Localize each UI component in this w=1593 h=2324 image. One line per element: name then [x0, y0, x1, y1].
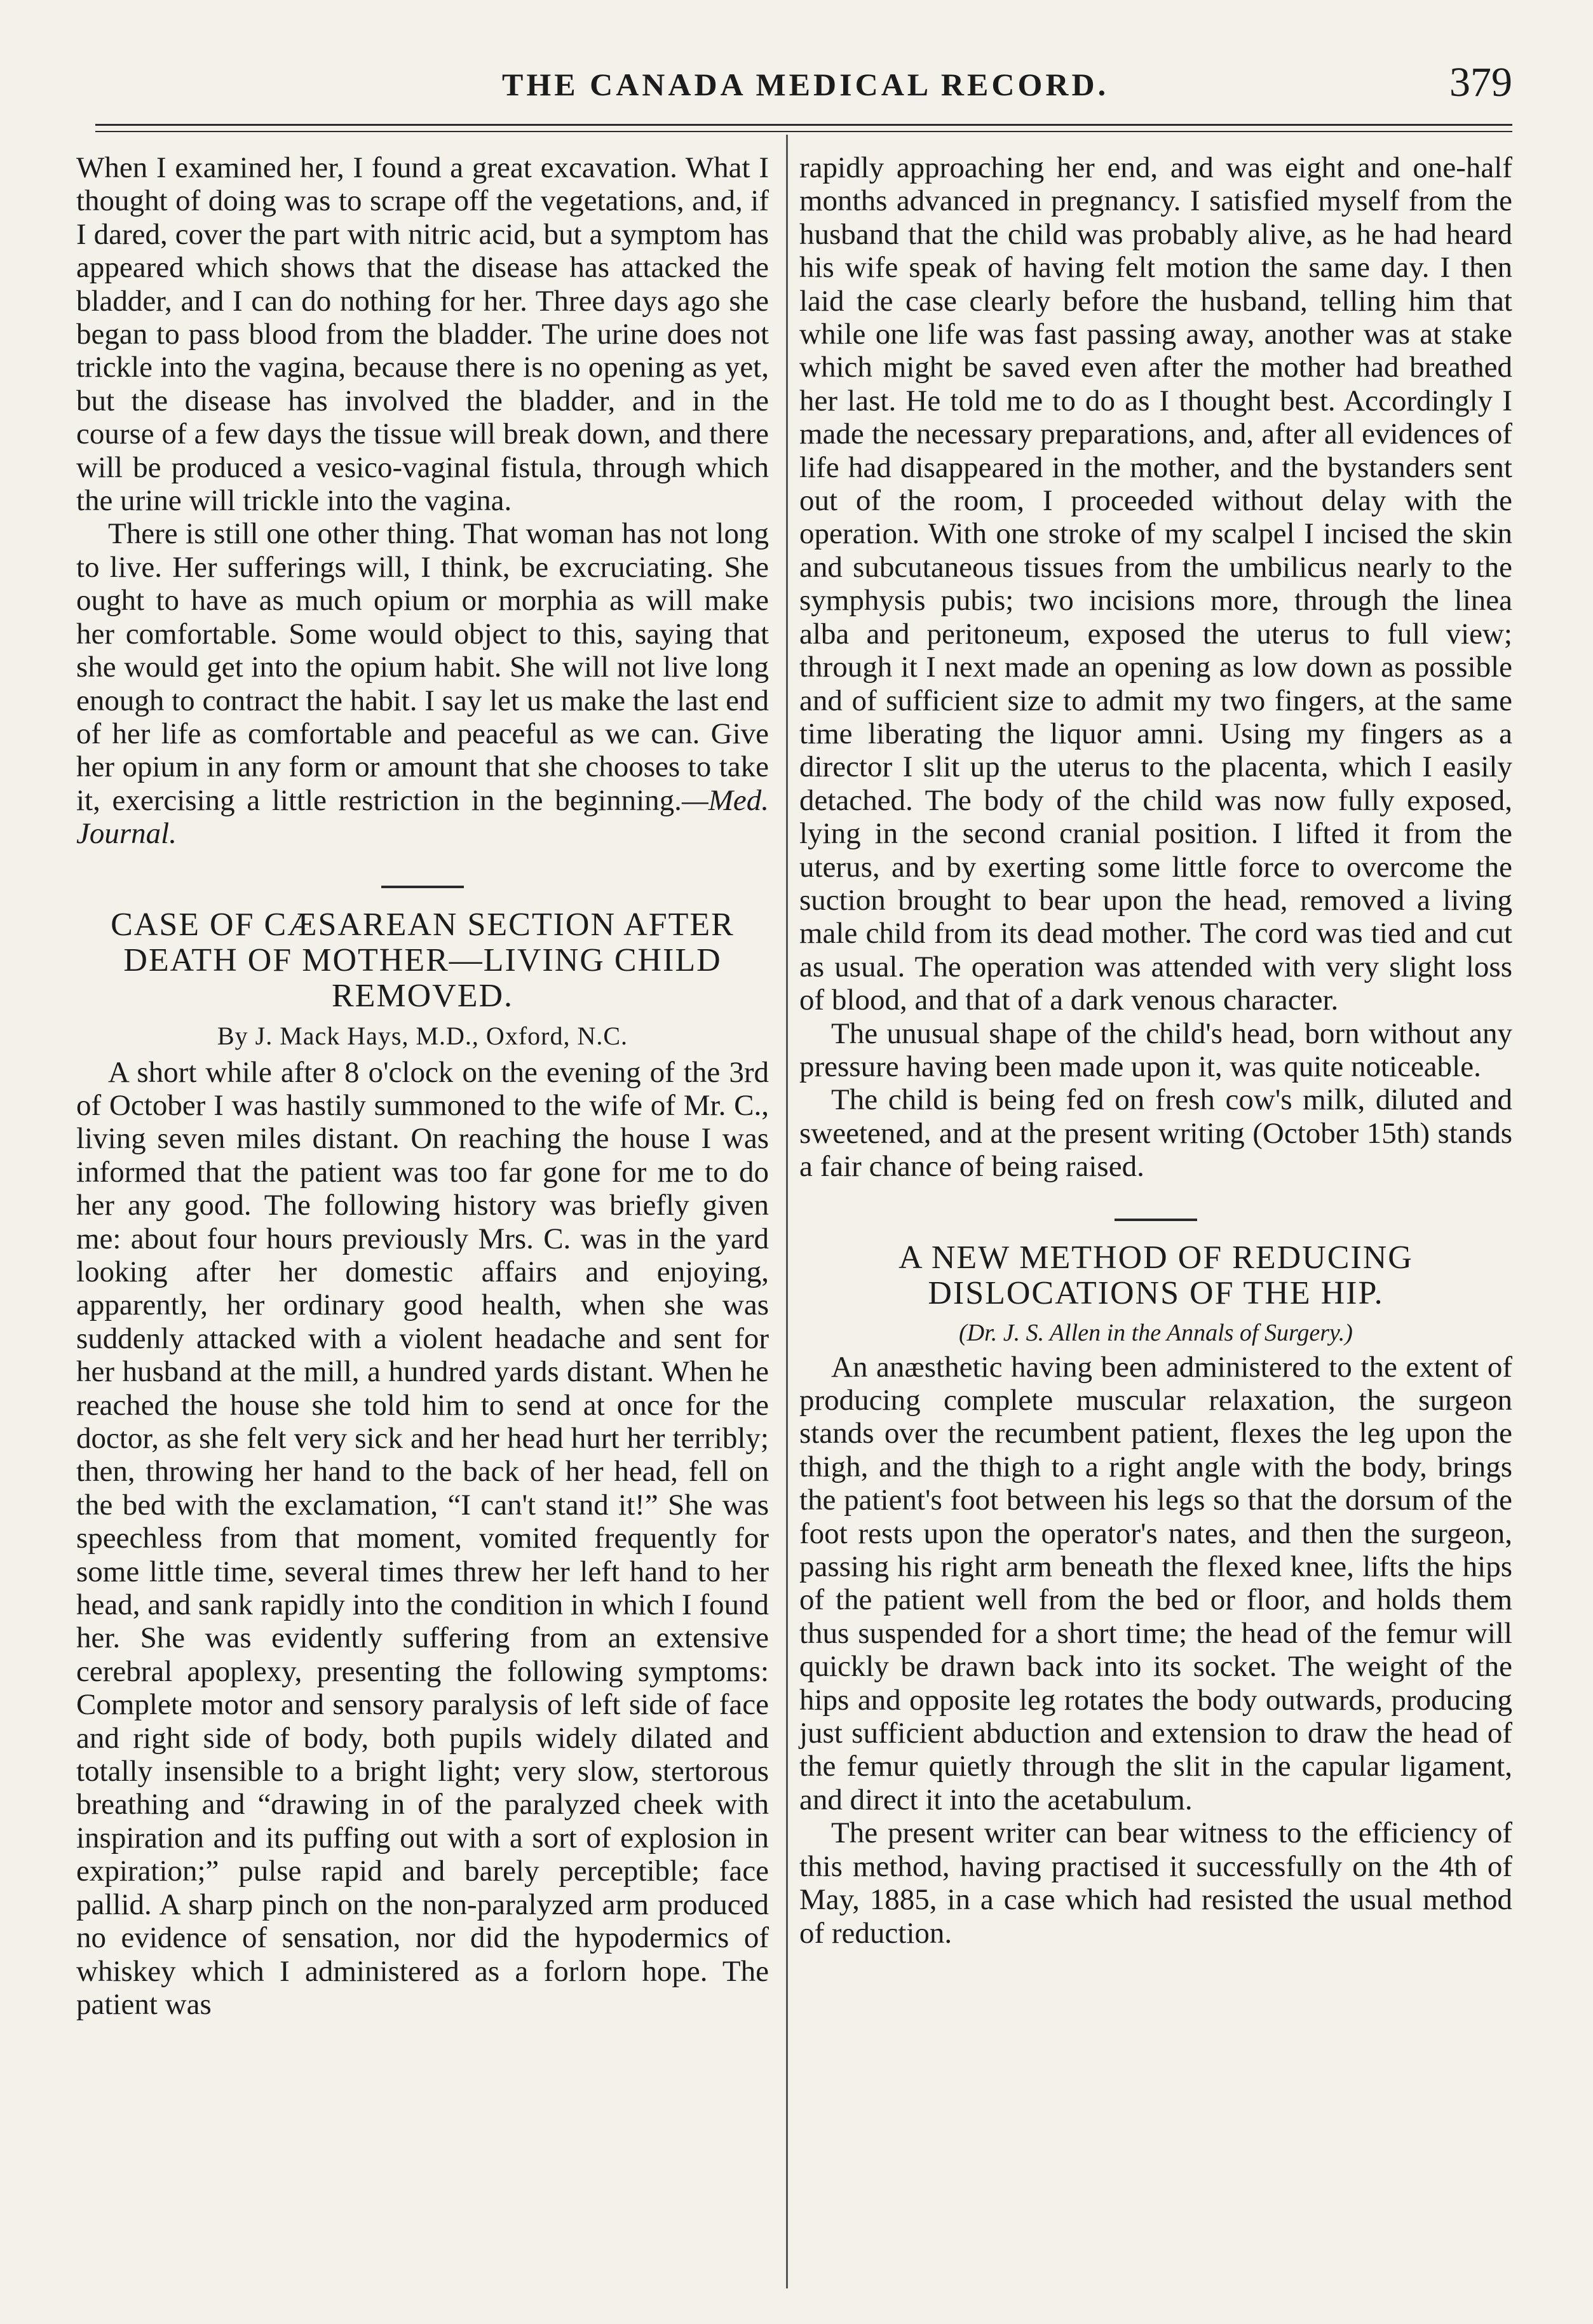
paragraph-text: There is still one other thing. That woman has not long to live. Her sufferings will, I think, be excruciating. She ought to have as much opium or morphia as will make her comfortable. Some would object to this, saying that she would get into the opium habit. She will not live long enough to contract the habit. I say let us make the last end of her life as comfortable and peaceful as we can. Give her opium in any form or amount that she chooses to take it, exercising a little restriction in the beginning. [76, 517, 769, 817]
paragraph: A short while after 8 o'clock on the evening of the 3rd of October I was hastily summoned to the wife of Mr. C., living seven miles distant. On reaching the house I was informed that the patient was too far gone for me to do her any good. The following history was briefly given me: about four hours previously Mrs. C. was in the yard looking after her domestic affairs and enjoying, apparently, her ordinary good health, when she was suddenly attacked with a violent headache and sent for her husband at the mill, a hundred yards distant. When he reached the house she told him to send at once for the doctor, as she felt very sick and her head hurt her terribly; then, throwing her hand to the back of her head, fell on the bed with the exclamation, “I can't stand it!” She was speechless from that moment, vomited frequently for some little time, several times threw her left hand to her head, and sank rapidly into the condition in which I found her. She was evidently suffering from an extensive cerebral apoplexy, presenting the following symptoms: Complete motor and sensory paralysis of left side of face and right side of body, both pupils widely dilated and totally insensible to a bright light; very slow, stertorous breathing and “drawing in of the paralyzed cheek with inspiration and its puffing out with a sort of explosion in expiration;” pulse rapid and barely perceptible; face pallid. A sharp pinch on the non-paralyzed arm produced no evidence of sensation, nor did the hypodermics of whiskey which I administered as a forlorn hope. The patient was [76, 1055, 769, 2021]
section-separator [1115, 1219, 1197, 1221]
page-number: 379 [1449, 59, 1512, 105]
paragraph: When I examined her, I found a great excavation. What I thought of doing was to scrape off the vegetations, and, if I dared, cover the part with nitric acid, but a symptom has appeared which shows that the disease has attacked the bladder, and I can do nothing for her. Three days ago she began to pass blood from the bladder. The urine does not trickle into the vagina, because there is no opening as yet, but the disease has involved the bladder, and in the course of a few days the tissue will break down, and there will be produced a vesico-vaginal fistula, through which the urine will trickle into the vagina. [76, 151, 769, 518]
byline: By J. Mack Hays, M.D., Oxford, N.C. [217, 1021, 628, 1050]
article-title: A NEW METHOD OF REDUCING DISLOCATIONS OF THE HIP. [898, 1239, 1413, 1311]
article-title: CASE OF CÆSAREAN SECTION AFTER DEATH OF MOTHER—LIVING CHILD REMOVED. [111, 906, 735, 1014]
paragraph: An anæsthetic having been administered to the extent of producing complete muscular relaxation, the surgeon stands over the recumbent patient, flexes the leg upon the thigh, and the thigh to a right angle with the body, brings the patient's foot between his legs so that the dorsum of the foot rests upon the operator's nates, and then the surgeon, passing his right arm beneath the flexed knee, lifts the hips of the patient well from the bed or floor, and holds them thus suspended for a short time; the head of the femur will quickly be drawn back into its socket. The weight of the hips and opposite leg rotates the body outwards, producing just sufficient abduction and extension to draw the head of the femur quietly through the slit in the capular ligament, and direct it into the acetabulum. [799, 1350, 1512, 1816]
running-title: THE CANADA MEDICAL RECORD. [502, 67, 1109, 102]
paragraph: rapidly approaching her end, and was eight and one-half months advanced in pregnancy. I satisfied myself from the husband that the child was probably alive, as he had heard his wife speak of having felt motion the same day. I then laid the case clearly before the husband, telling him that while one life was fast passing away, another was at stake which might be saved even after the mother had breathed her last. He told me to do as I thought best. Accordingly I made the necessary preparations, and, after all evidences of life had disappeared in the mother, and the bystanders sent out of the room, I proceeded without delay with the operation. With one stroke of my scalpel I incised the skin and subcutaneous tissues from the umbilicus nearly to the symphysis pubis; two incisions more, through the linea alba and peritoneum, exposed the uterus to full view; through it I next made an opening as low down as possible and of sufficient size to admit my two fingers, at the same time liberating the liquor amni. Using my fingers as a director I slit up the uterus to the placenta, which I easily detached. The body of the child was now fully exposed, lying in the second cranial position. I lifted it from the uterus, and by exerting some little force to overcome the suction brought to bear upon the head, removed a living male child from its dead mother. The cord was tied and cut as usual. The operation was attended with very slight loss of blood, and that of a dark venous character. [799, 151, 1512, 1017]
paragraph [76, 517, 769, 850]
left-column [76, 151, 769, 2021]
right-column [799, 151, 1512, 1950]
header-rule [95, 124, 1512, 126]
paragraph: The present writer can bear witness to the efficiency of this method, having practised it successfully on the 4th of May, 1885, in a case which had resisted the usual method of reduction. [799, 1816, 1512, 1950]
paragraph: The child is being fed on fresh cow's milk, diluted and sweetened, and at the present writing (October 15th) stands a fair chance of being raised. [799, 1083, 1512, 1184]
source-line: (Dr. J. S. Allen in the Annals of Surgery.) [959, 1319, 1353, 1346]
source-signature: —Med. Journal. [76, 783, 769, 851]
page-header [95, 58, 1512, 109]
paragraph: The unusual shape of the child's head, born without any pressure having been made upon it, was quite noticeable. [799, 1017, 1512, 1083]
section-separator [381, 886, 464, 888]
header-rule-thin [95, 131, 1512, 132]
column-divider [786, 135, 788, 2288]
